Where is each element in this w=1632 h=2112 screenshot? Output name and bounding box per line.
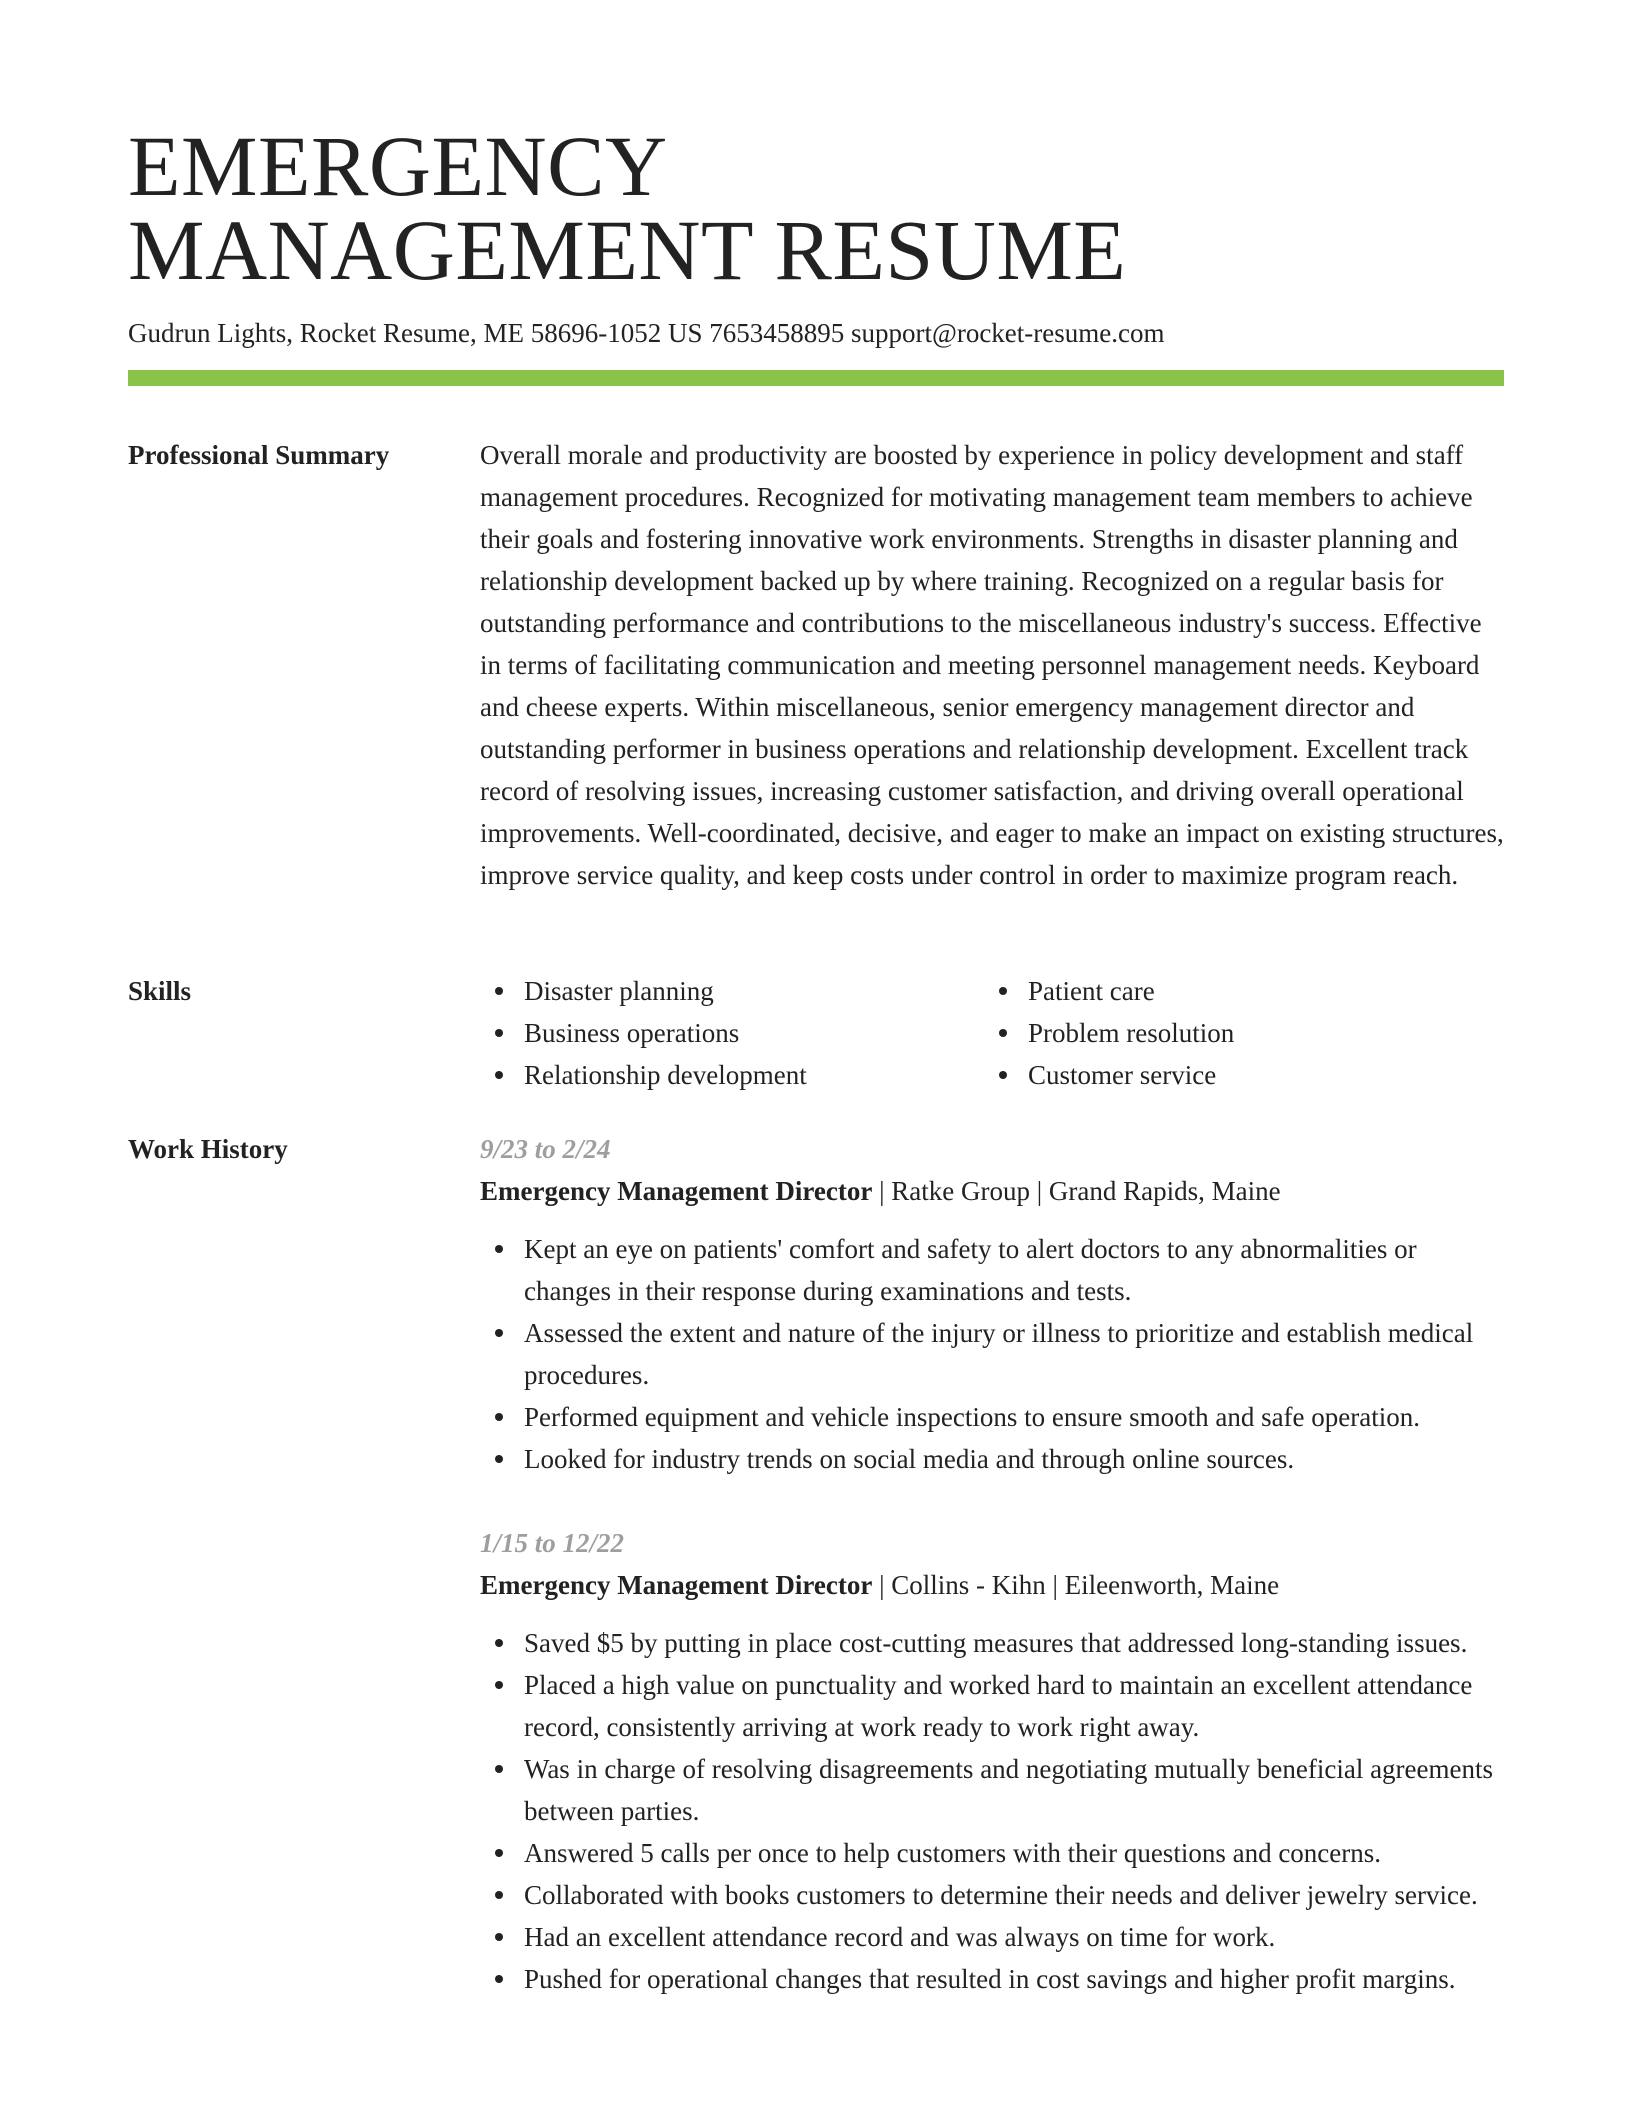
summary-label: Professional Summary bbox=[128, 440, 390, 470]
skill-item: Patient care bbox=[1028, 970, 1488, 1012]
job-heading bbox=[480, 1564, 1504, 1606]
job-bullets bbox=[480, 1622, 1504, 2000]
job-bullet: Was in charge of resolving disagreements and negotiating mutually beneficial agreements between parties. bbox=[524, 1748, 1504, 1832]
skill-item: Business operations bbox=[524, 1012, 984, 1054]
job-bullet: Collaborated with books customers to determine their needs and deliver jewelry service. bbox=[524, 1874, 1504, 1916]
job-bullet: Saved $5 by putting in place cost-cutting measures that addressed long-standing issues. bbox=[524, 1622, 1504, 1664]
skills-column-2 bbox=[984, 970, 1488, 1096]
job-entry bbox=[480, 1522, 1504, 2000]
job-dates: 9/23 to 2/24 bbox=[480, 1134, 611, 1164]
work-history-label: Work History bbox=[128, 1134, 288, 1164]
job-bullet: Assessed the extent and nature of the injury or illness to prioritize and establish medical procedures. bbox=[524, 1312, 1504, 1396]
skill-item: Customer service bbox=[1028, 1054, 1488, 1096]
work-history-body bbox=[480, 1128, 1504, 2000]
job-entry bbox=[480, 1128, 1504, 1480]
summary-text: Overall morale and productivity are boosted by experience in policy development and staff management procedures. Recognized for motivating management team members to achieve their goals and fostering innovative work environments. Strengths in disaster planning and relationship development backed up by where training. Recognized on a regular basis for outstanding performance and contributions to the miscellaneous industry's success. Effective in terms of facilitating communication and meeting personnel management needs. Keyboard and cheese experts. Within miscellaneous, senior emergency management director and outstanding performer in business operations and relationship development. Excellent track record of resolving issues, increasing customer satisfaction, and driving overall operational improvements. Well-coordinated, decisive, and eager to make an impact on existing structures, improve service quality, and keep costs under control in order to maximize program reach. bbox=[480, 440, 1504, 890]
skill-item: Disaster planning bbox=[524, 970, 984, 1012]
job-bullet: Kept an eye on patients' comfort and safety to alert doctors to any abnormalities or changes in their response during examinations and tests. bbox=[524, 1228, 1504, 1312]
summary-body bbox=[480, 434, 1504, 896]
skill-item: Relationship development bbox=[524, 1054, 984, 1096]
job-bullet: Performed equipment and vehicle inspections to ensure smooth and safe operation. bbox=[524, 1396, 1504, 1438]
job-bullet: Had an excellent attendance record and was always on time for work. bbox=[524, 1916, 1504, 1958]
skill-item: Problem resolution bbox=[1028, 1012, 1488, 1054]
job-details: | Ratke Group | Grand Rapids, Maine bbox=[872, 1176, 1281, 1206]
skills-columns bbox=[480, 970, 1504, 1096]
title-line-1: EMERGENCY bbox=[128, 118, 668, 214]
contact-line: Gudrun Lights, Rocket Resume, ME 58696-1052 US 7653458895 support@rocket-resume.com bbox=[128, 318, 1165, 348]
job-dates: 1/15 to 12/22 bbox=[480, 1528, 625, 1558]
job-details: | Collins - Kihn | Eileenworth, Maine bbox=[872, 1570, 1280, 1600]
skills-column-1 bbox=[480, 970, 984, 1096]
resume-title bbox=[128, 118, 1504, 298]
skills-body bbox=[480, 970, 1504, 1096]
job-heading bbox=[480, 1170, 1504, 1212]
accent-divider bbox=[128, 370, 1504, 386]
job-bullet: Looked for industry trends on social media and through online sources. bbox=[524, 1438, 1504, 1480]
skills-label: Skills bbox=[128, 976, 192, 1006]
job-title: Emergency Management Director bbox=[480, 1176, 873, 1206]
title-line-2: MANAGEMENT RESUME bbox=[128, 202, 1127, 298]
job-title: Emergency Management Director bbox=[480, 1570, 873, 1600]
job-bullet: Answered 5 calls per once to help customers with their questions and concerns. bbox=[524, 1832, 1504, 1874]
job-bullet: Placed a high value on punctuality and worked hard to maintain an excellent attendance record, consistently arriving at work ready to work right away. bbox=[524, 1664, 1504, 1748]
job-bullets bbox=[480, 1228, 1504, 1480]
job-bullet: Pushed for operational changes that resulted in cost savings and higher profit margins. bbox=[524, 1958, 1504, 2000]
